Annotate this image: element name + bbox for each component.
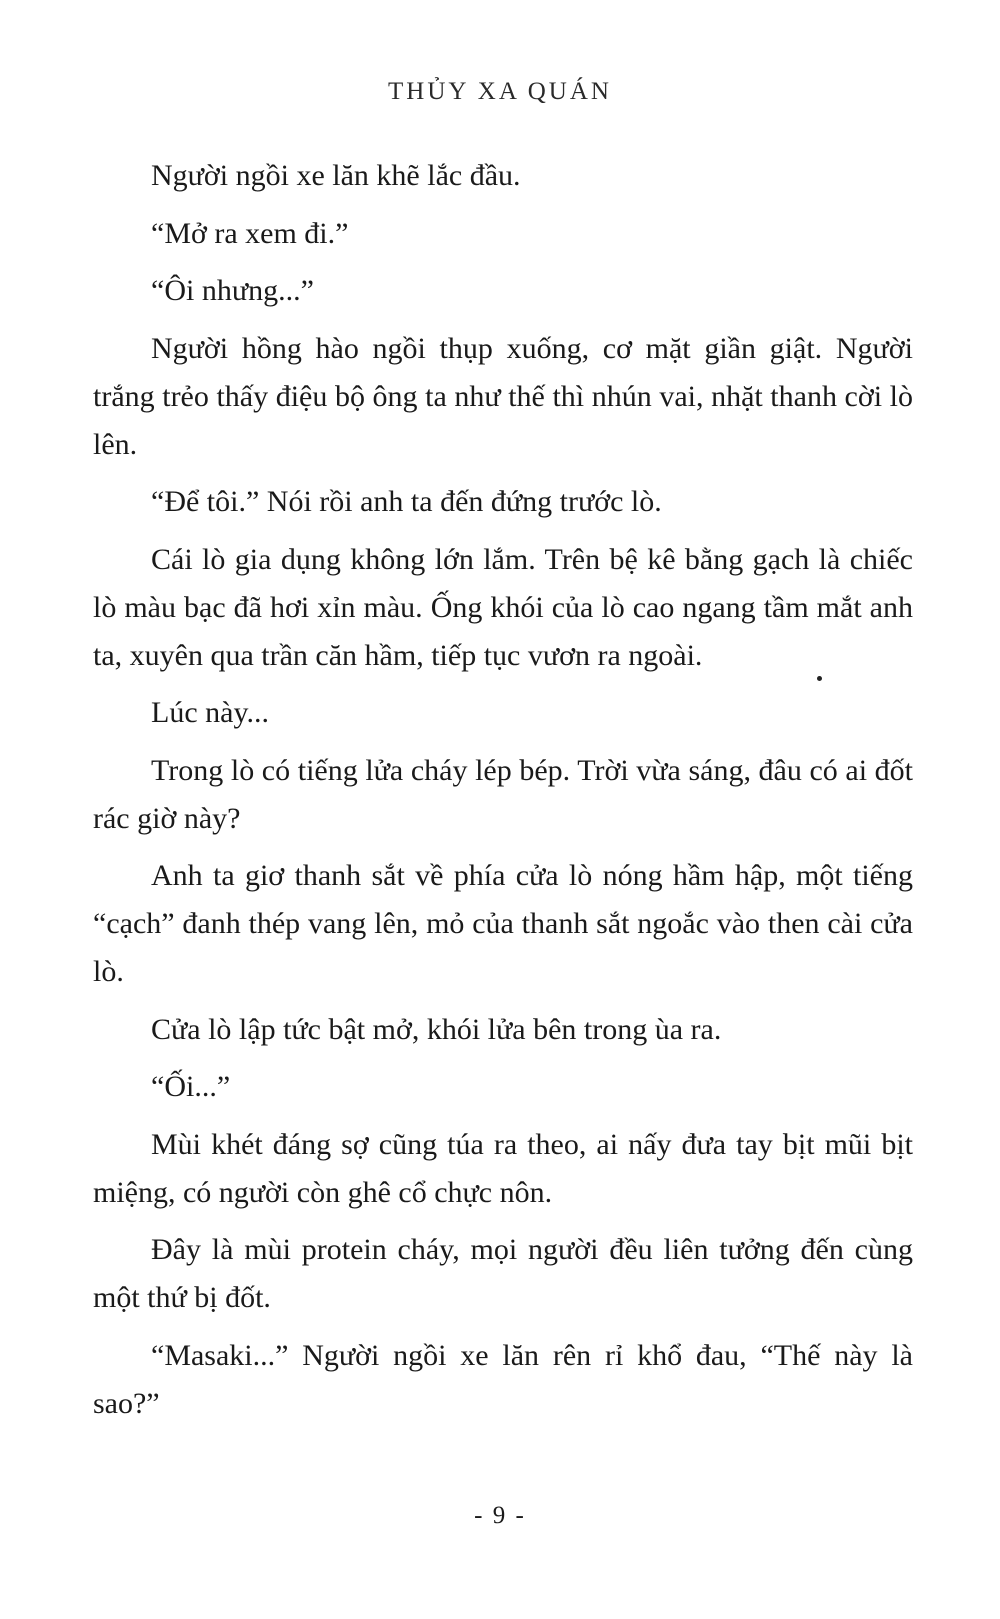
paragraph: “Ôi nhưng...” [151, 274, 314, 307]
paragraph: Người ngồi xe lăn khẽ lắc đầu. [151, 159, 521, 192]
paragraph: “Mở ra xem đi.” [151, 216, 349, 250]
paragraph: Anh ta giơ thanh sắt về phía cửa lò nóng hầm hập, một tiếng “cạch” đanh thép vang lên, mỏ của thanh sắt ngoắc vào then cài cửa lò. [93, 859, 913, 988]
paragraph: Người hồng hào ngồi thụp xuống, cơ mặt giần giật. Người trắng trẻo thấy điệu bộ ông ta như thế thì nhún vai, nhặt thanh cời lò lên. [93, 331, 913, 461]
paragraph: “Để tôi.” Nói rồi anh ta đến đứng trước lò. [151, 485, 662, 518]
paragraph: Trong lò có tiếng lửa cháy lép bép. Trời vừa sáng, đâu có ai đốt rác giờ này? [93, 753, 913, 835]
paragraph: Cái lò gia dụng không lớn lắm. Trên bệ kê bằng gạch là chiếc lò màu bạc đã hơi xỉn màu. Ống khói của lò cao ngang tầm mắt anh ta, xuyên qua trần căn hầm, tiếp tục vươn ra ngoài. [93, 542, 913, 672]
paragraph: “Ối...” [151, 1070, 231, 1103]
paragraph: “Masaki...” Người ngồi xe lăn rên rỉ khổ đau, “Thế này là sao?” [93, 1338, 913, 1420]
print-speck [817, 676, 822, 681]
paragraph: Mùi khét đáng sợ cũng túa ra theo, ai nấy đưa tay bịt mũi bịt miệng, có người còn ghê cổ chực nôn. [93, 1127, 913, 1209]
paragraph: Đây là mùi protein cháy, mọi người đều liên tưởng đến cùng một thứ bị đốt. [93, 1233, 913, 1314]
paragraph: Cửa lò lập tức bật mở, khói lửa bên trong ùa ra. [151, 1012, 722, 1046]
paragraph: Lúc này... [151, 696, 270, 729]
running-header: THỦY XA QUÁN [388, 78, 612, 105]
body-text [93, 152, 913, 1437]
page-number: - 9 - [474, 1502, 526, 1529]
